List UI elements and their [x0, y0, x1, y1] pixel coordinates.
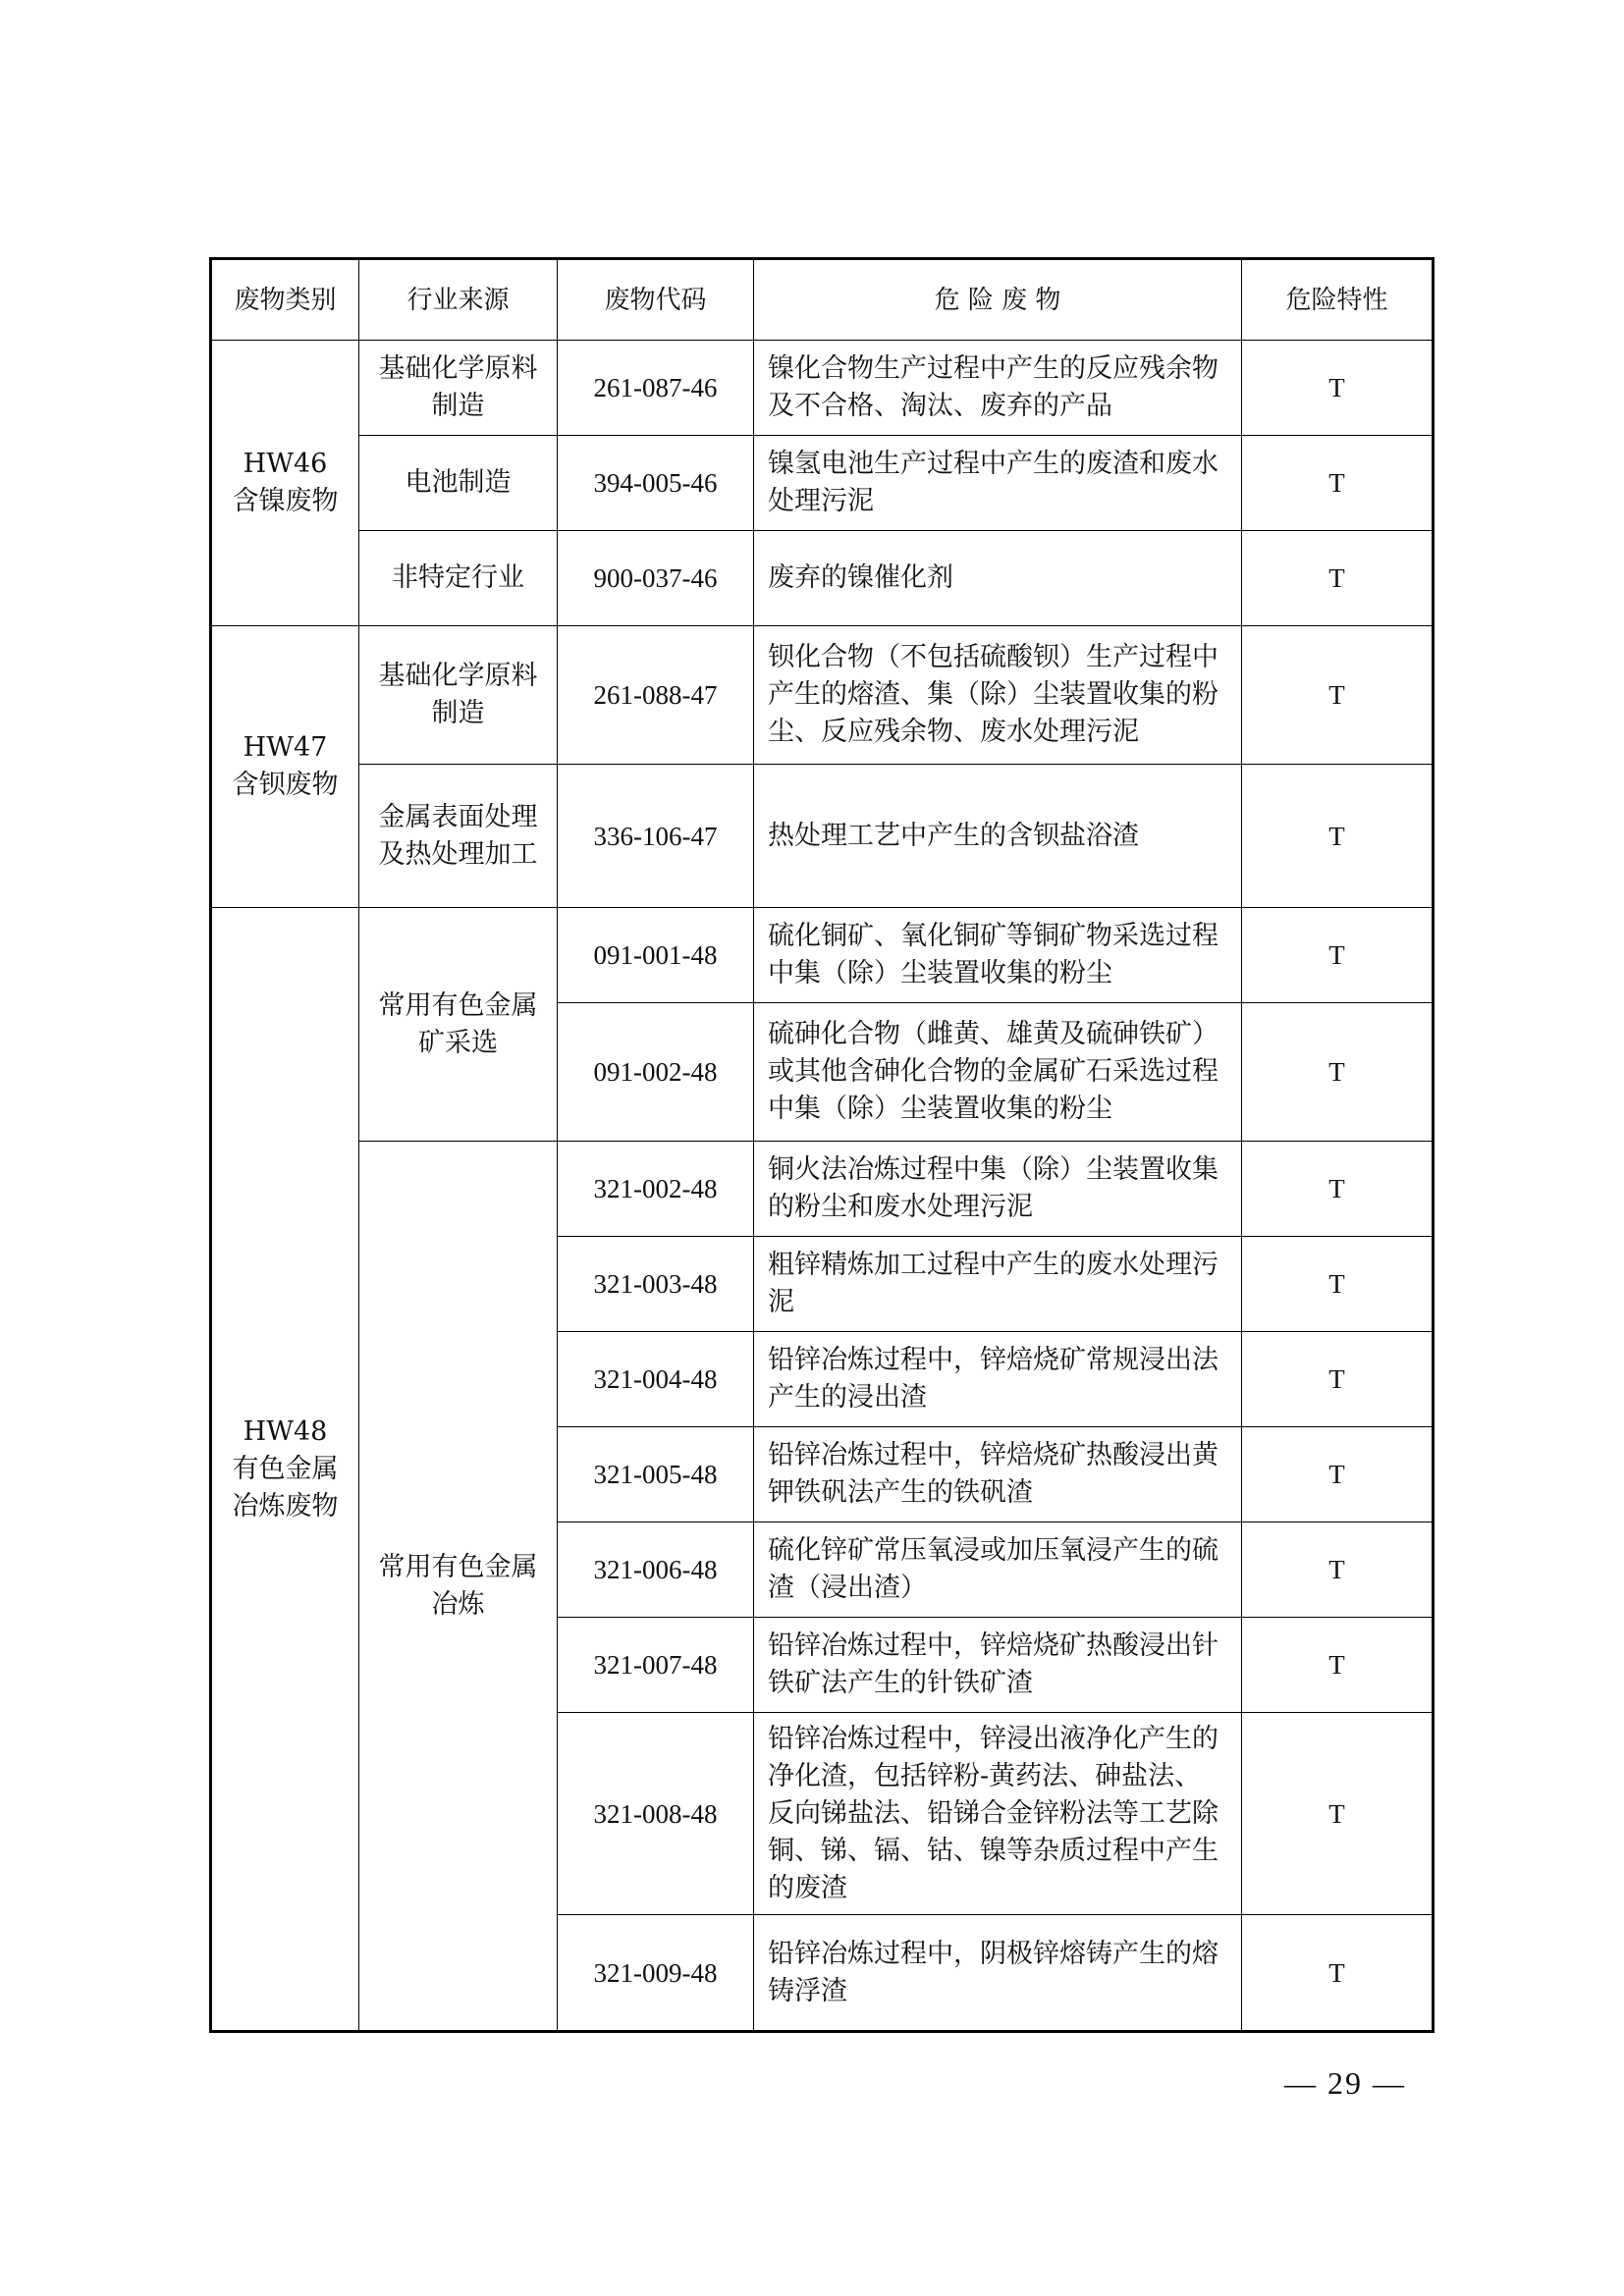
- hazard-property-cell: T: [1242, 1618, 1434, 1713]
- table-row: [211, 908, 1434, 1003]
- waste-code-cell: 321-007-48: [558, 1618, 754, 1713]
- waste-description-cell: 铅锌冶炼过程中，阴极锌熔铸产生的熔铸浮渣: [754, 1915, 1242, 2032]
- header-waste-code: 废物代码: [558, 259, 754, 341]
- waste-description-cell: 镍化合物生产过程中产生的反应残余物及不合格、淘汰、废弃的产品: [754, 341, 1242, 436]
- source-cell: 电池制造: [359, 436, 558, 531]
- waste-code-cell: 321-002-48: [558, 1142, 754, 1237]
- source-cell: 金属表面处理及热处理加工: [359, 765, 558, 908]
- waste-code-cell: 321-003-48: [558, 1237, 754, 1332]
- waste-code-cell: 394-005-46: [558, 436, 754, 531]
- source-cell: 基础化学原料制造: [359, 341, 558, 436]
- category-name: 有色金属冶炼废物: [232, 1453, 339, 1522]
- hazardous-waste-table: [209, 257, 1435, 2033]
- waste-description-cell: 废弃的镍催化剂: [754, 531, 1242, 626]
- waste-description-cell: 硫化锌矿常压氧浸或加压氧浸产生的硫渣（浸出渣）: [754, 1522, 1242, 1618]
- waste-description-cell: 铅锌冶炼过程中，锌焙烧矿常规浸出法产生的浸出渣: [754, 1332, 1242, 1427]
- header-hazardous-waste: 危 险 废 物: [754, 259, 1242, 341]
- waste-description-cell: 钡化合物（不包括硫酸钡）生产过程中产生的熔渣、集（除）尘装置收集的粉尘、反应残余物、废水处理污泥: [754, 626, 1242, 765]
- waste-description-cell: 粗锌精炼加工过程中产生的废水处理污泥: [754, 1237, 1242, 1332]
- category-name: 含钡废物: [232, 770, 339, 800]
- table-row: [211, 626, 1434, 765]
- page-number: — 29 —: [1284, 2065, 1406, 2101]
- waste-code-cell: 900-037-46: [558, 531, 754, 626]
- table-row: [211, 1142, 1434, 1237]
- category-cell-hw46: [211, 341, 359, 626]
- header-industry-source: 行业来源: [359, 259, 558, 341]
- waste-code-cell: 091-001-48: [558, 908, 754, 1003]
- category-code: HW46: [243, 449, 328, 479]
- table-row: [211, 765, 1434, 908]
- category-code: HW47: [243, 732, 328, 763]
- hazard-property-cell: T: [1242, 531, 1434, 626]
- waste-code-cell: 321-004-48: [558, 1332, 754, 1427]
- table-row: [211, 341, 1434, 436]
- category-cell-hw48: [211, 908, 359, 2032]
- category-code: HW48: [243, 1415, 328, 1447]
- waste-code-cell: 261-087-46: [558, 341, 754, 436]
- waste-description-cell: 铅锌冶炼过程中，锌焙烧矿热酸浸出针铁矿法产生的针铁矿渣: [754, 1618, 1242, 1713]
- header-waste-category: 废物类别: [211, 259, 359, 341]
- source-cell: 非特定行业: [359, 531, 558, 626]
- waste-code-cell: 321-008-48: [558, 1713, 754, 1915]
- category-cell-hw47: [211, 626, 359, 908]
- hazard-property-cell: T: [1242, 1427, 1434, 1522]
- hazard-property-cell: T: [1242, 1237, 1434, 1332]
- header-hazard-property: 危险特性: [1242, 259, 1434, 341]
- source-cell: 常用有色金属冶炼: [359, 1142, 558, 2032]
- category-name: 含镍废物: [232, 486, 339, 516]
- waste-code-cell: 321-006-48: [558, 1522, 754, 1618]
- table-row: [211, 531, 1434, 626]
- waste-description-cell: 硫化铜矿、氧化铜矿等铜矿物采选过程中集（除）尘装置收集的粉尘: [754, 908, 1242, 1003]
- hazard-property-cell: T: [1242, 1915, 1434, 2032]
- source-cell: 基础化学原料制造: [359, 626, 558, 765]
- hazard-property-cell: T: [1242, 1522, 1434, 1618]
- waste-code-cell: 261-088-47: [558, 626, 754, 765]
- hazard-property-cell: T: [1242, 1713, 1434, 1915]
- waste-description-cell: 铜火法冶炼过程中集（除）尘装置收集的粉尘和废水处理污泥: [754, 1142, 1242, 1237]
- waste-code-cell: 321-009-48: [558, 1915, 754, 2032]
- waste-description-cell: 硫砷化合物（雌黄、雄黄及硫砷铁矿）或其他含砷化合物的金属矿石采选过程中集（除）尘装置收集的粉尘: [754, 1003, 1242, 1142]
- waste-code-cell: 091-002-48: [558, 1003, 754, 1142]
- hazard-property-cell: T: [1242, 1332, 1434, 1427]
- hazard-property-cell: T: [1242, 765, 1434, 908]
- waste-code-cell: 321-005-48: [558, 1427, 754, 1522]
- hazard-property-cell: T: [1242, 436, 1434, 531]
- hazard-property-cell: T: [1242, 908, 1434, 1003]
- waste-description-cell: 铅锌冶炼过程中，锌浸出液净化产生的净化渣，包括锌粉-黄药法、砷盐法、反向锑盐法、铅锑合金锌粉法等工艺除铜、锑、镉、钴、镍等杂质过程中产生的废渣: [754, 1713, 1242, 1915]
- waste-code-cell: 336-106-47: [558, 765, 754, 908]
- source-cell: 常用有色金属矿采选: [359, 908, 558, 1142]
- waste-description-cell: 热处理工艺中产生的含钡盐浴渣: [754, 765, 1242, 908]
- header-row: [211, 259, 1434, 341]
- table-row: [211, 436, 1434, 531]
- hazard-property-cell: T: [1242, 341, 1434, 436]
- waste-description-cell: 铅锌冶炼过程中，锌焙烧矿热酸浸出黄钾铁矾法产生的铁矾渣: [754, 1427, 1242, 1522]
- hazard-property-cell: T: [1242, 626, 1434, 765]
- waste-description-cell: 镍氢电池生产过程中产生的废渣和废水处理污泥: [754, 436, 1242, 531]
- hazard-property-cell: T: [1242, 1003, 1434, 1142]
- hazard-property-cell: T: [1242, 1142, 1434, 1237]
